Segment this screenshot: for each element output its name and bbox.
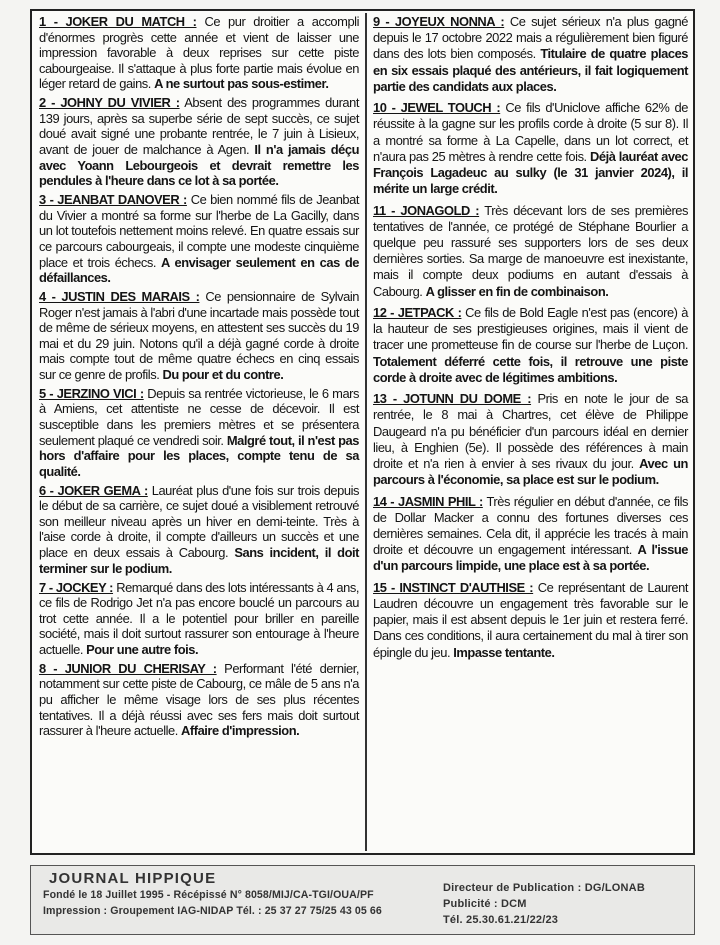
horse-comment: Lauréat plus d'une fois sur trois depuis le début de sa carrière, ce sujet doué a visiblement retrouvé son meilleur niveau après un hiver en demi-teinte. Très à l'aise corde à droite, il compte d'ailleurs un succès et une place en deux essais à Cabourg. [39,482,359,561]
horse-verdict: Sans incident, il doit terminer sur le podium. [39,545,359,576]
horse-entry [39,580,359,658]
horse-entry [39,192,359,286]
horse-entry [373,305,688,386]
horse-comment: Performant l'été dernier, notamment sur cette piste de Cabourg, ce mâle de 5 ans n'a pu afficher le même visage lors de ses plus récentes tentatives. Il a déjà réussi avec ses fers mais doit surtout rassurer à l'heure actuelle. [39,660,359,739]
phone-line: Tél. 25.30.61.21/22/23 [443,914,559,926]
horse-verdict: A glisser en fin de combinaison. [425,283,609,299]
horse-verdict: Il n'a jamais déçu avec Yoann Lebourgeois et devrait remettre les pendules à l'heure dans ce lot à sa portée. [39,142,359,189]
horse-entry [373,100,688,197]
horse-verdict: Pour une autre fois. [86,641,199,657]
horse-name: 14 - JASMIN PHIL : [373,493,483,509]
horse-verdict: Titulaire de quatre places en six essais plaqué des antérieurs, il fait logiquement partie des candidats aux places. [373,46,689,94]
publication-info [43,870,382,919]
horse-verdict: Malgré tout, il n'est pas hors d'affaire pour les places, compte tenu de sa qualité. [39,432,359,479]
horse-name: 11 - JONAGOLD : [373,202,480,218]
horse-entry [373,391,688,488]
masthead-footer [30,865,695,935]
horse-name: 3 - JEANBAT DANOVER : [39,192,187,208]
horse-comment: Ce fils de Bold Eagle n'est pas (encore) à la hauteur de ses prestigieuses origines, mais il vient de tracer une prometteuse fin de course sur l'herbe de Luçon. [373,305,688,353]
horse-name: 9 - JOYEUX NONNA : [373,14,505,29]
horse-verdict: A envisager seulement en cas de défaillances. [39,254,359,286]
left-column [34,14,364,850]
horse-name: 13 - JOTUNN DU DOME : [373,391,532,407]
horse-verdict: A l'issue d'un parcours limpide, une place est à sa portée. [373,542,688,574]
advertising-line: Publicité : DCM [443,898,527,910]
horse-entry [39,289,359,383]
horse-entry [39,95,359,189]
printing-line: Impression : Groupement IAG-NIDAP Tél. : 25 37 27 75/25 43 05 66 [43,904,382,917]
right-column [368,14,693,850]
article-frame [30,9,695,855]
horse-comment: Ce pur droitier a accompli d'énormes progrès cette année et vient de laisser une impression favorable à deux reprises sur cette piste cabourgeaise. Il s'attaque à plus forte partie mais évolue en léger retard de gains. [39,14,359,92]
horse-name: 1 - JOKER DU MATCH : [39,14,197,29]
horse-entry [373,14,688,95]
horse-name: 7 - JOCKEY : [39,579,114,595]
horse-entry [373,580,688,661]
horse-comment: Ce fils d'Uniclove affiche 62% de réussite à la gagne sur les profils corde à droite (5 sur 8). Il a montré sa forme à La Capelle, dans un lot correct, et n'aura pas 25 mètres à rendre cette fois. [373,100,688,164]
horse-verdict: Avec un parcours à l'économie, sa place est sur le podium. [373,456,688,488]
horse-comment: Absent des programmes durant 139 jours, après sa superbe série de sept succès, ce sujet doué avait signé une probante rentrée, le 7 juin à Lisieux, avant de jouer de malchance à Agen. [39,95,359,158]
horse-verdict: Affaire d'impression. [181,723,300,739]
horse-entry [39,386,359,480]
horse-name: 5 - JERZINO VICI : [39,385,144,401]
director-line: Directeur de Publication : DG/LONAB [443,882,645,894]
horse-comment: Ce sujet sérieux n'a plus gagné depuis le 17 octobre 2022 mais a régulièrement bien figuré dans des lots bien composés. [373,14,688,62]
founded-line: Fondé le 18 Juillet 1995 - Récépissé N° 8058/MIJ/CA-TGI/OUA/PF [43,889,374,901]
horse-entry [39,14,359,92]
horse-verdict: Déjà lauréat avec François Lagadeuc au sulky (le 31 janvier 2024), il mérite un large crédit. [373,148,688,197]
horse-name: 6 - JOKER GEMA : [39,482,148,498]
horse-comment: Très régulier en début d'année, ce fils de Dollar Macker a connu des fortunes diverses ces dernières semaines. Cela dit, il apprécie les tracés à main droite et découvre un engagement intéressant. [373,493,688,558]
horse-entry [373,203,688,300]
horse-verdict: Totalement déferré cette fois, il retrouve une piste corde à droite avec de légitimes ambitions. [373,353,688,385]
horse-comment: Ce bien nommé fils de Jeanbat du Vivier a montré sa forme sur l'herbe de La Gacilly, dans un lot toutefois nettement moins relevé. En quatre essais sur ce parcours cabourgeais, il compte une modeste cinquième place et trois échecs. [39,192,359,270]
horse-comment: Depuis sa rentrée victorieuse, le 6 mars à Amiens, cet attentiste ne cesse de décevoir. Il est susceptible dans les premiers mètres et se présentera seulement plaqué ce vendredi soir. [39,385,360,448]
horse-name: 15 - INSTINCT D'AUTHISE : [373,579,534,595]
horse-comment: Très décevant lors de ses premières tentatives de l'année, ce protégé de Stéphane Bourlier a quelque peu rassuré ses supporters lors de ses deux dernières sorties. Sa marge de manoeuvre est inexistante, mais il compte deux podiums en autant d'essais à Cabourg. [373,202,688,299]
horse-comment: Ce représentant de Laurent Laudren découvre un engagement très favorable sur le papier, mais il est absent depuis le 1er juin et restera ferré. Dans ces conditions, il aura certainement du mal à tirer son épingle du jeu. [373,579,689,660]
horse-entry [373,494,688,575]
horse-name: 12 - JETPACK : [373,305,462,321]
horse-verdict: A ne surtout pas sous-estimer. [154,76,329,92]
horse-name: 8 - JUNIOR DU CHERISAY : [39,660,217,676]
horse-name: 10 - JEWEL TOUCH : [373,100,501,116]
horse-verdict: Du pour et du contre. [162,366,284,382]
horse-entry [39,483,359,577]
horse-name: 4 - JUSTIN DES MARAIS : [39,288,200,304]
horse-entry [39,661,359,739]
horse-comment: Remarqué dans des lots intéressants à 4 ans, ce fils de Rodrigo Jet n'a pas encore bouclé un parcours au trot cette année. Il a le potentiel pour briller en pareille société, mais il doit surtout rassurer son entourage à l'heure actuelle. [39,579,359,657]
horse-verdict: Impasse tentante. [453,644,555,660]
editorial-info [443,880,645,928]
horse-comment: Ce pensionnaire de Sylvain Roger n'est jamais à l'abri d'une incartade mais possède tout de même de sérieux moyens, en attestent ses succès du 19 mai et du 29 juin. Notons qu'il a déjà gagné corde à droite mais compte tout de même quatre échecs en cinq essais sur ce genre de profils. [39,288,359,382]
horse-comment: Pris en note le jour de sa rentrée, le 8 mai à Chartres, cet élève de Philippe Daugeard n'a pu bénéficier d'un parcours idéal en dernier lieu, à Enghien (5e). Il possède des références à main droite et n'a rien à envier à ses rivaux du jour. [373,391,688,472]
horse-name: 2 - JOHNY DU VIVIER : [39,95,180,111]
journal-title: JOURNAL HIPPIQUE [49,870,217,887]
column-divider [365,13,367,851]
